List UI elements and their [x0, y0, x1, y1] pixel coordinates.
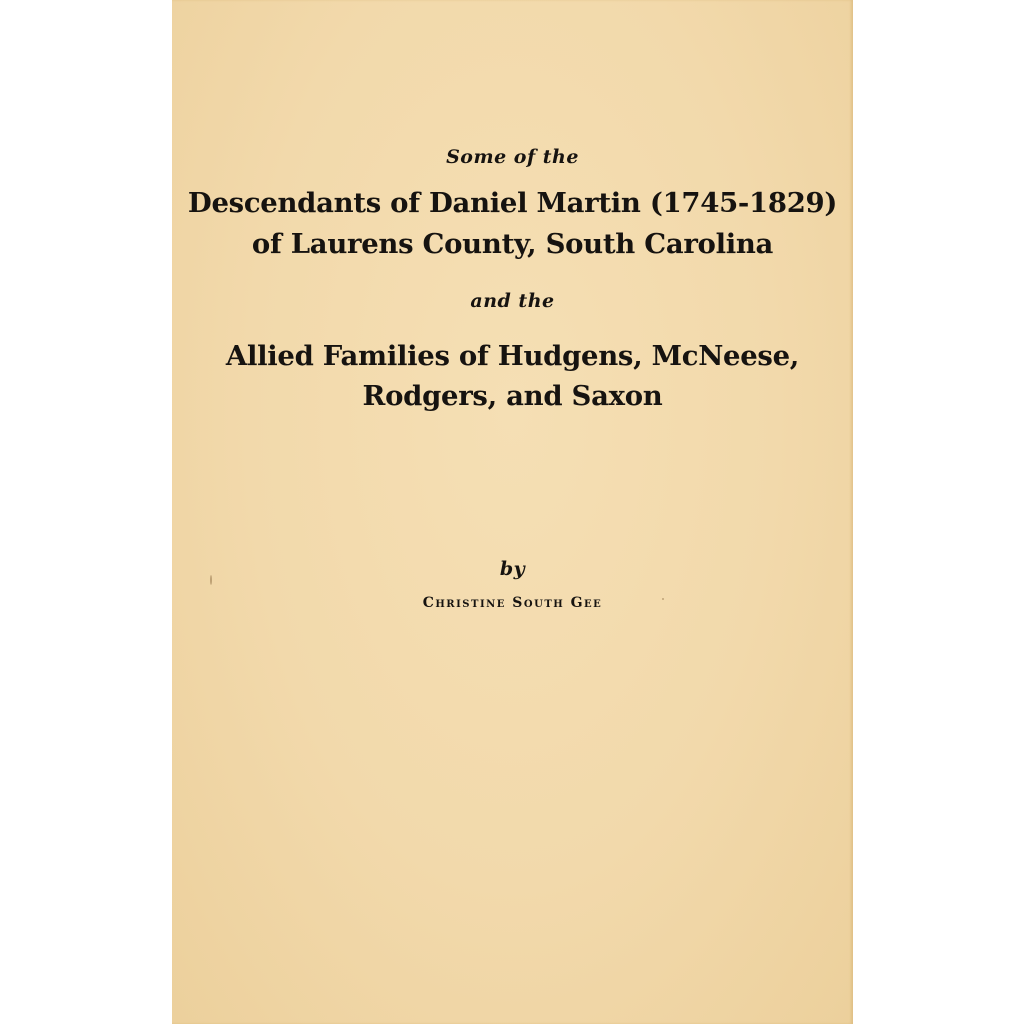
paper-speck	[210, 575, 212, 585]
paper-speck	[662, 598, 664, 600]
title-line-2: of Laurens County, South Carolina	[251, 228, 774, 260]
title-line-1: Descendants of Daniel Martin (1745-1829)	[187, 187, 838, 219]
subtitle-and-the: and the	[470, 290, 555, 312]
title-line-4: Rodgers, and Saxon	[362, 380, 663, 412]
title-line-3: Allied Families of Hudgens, McNeese,	[225, 340, 800, 372]
subtitle-some-of-the: Some of the	[446, 146, 579, 168]
author-name: Christine South Gee	[422, 595, 603, 611]
book-cover	[172, 0, 853, 1024]
by-label: by	[499, 558, 526, 580]
